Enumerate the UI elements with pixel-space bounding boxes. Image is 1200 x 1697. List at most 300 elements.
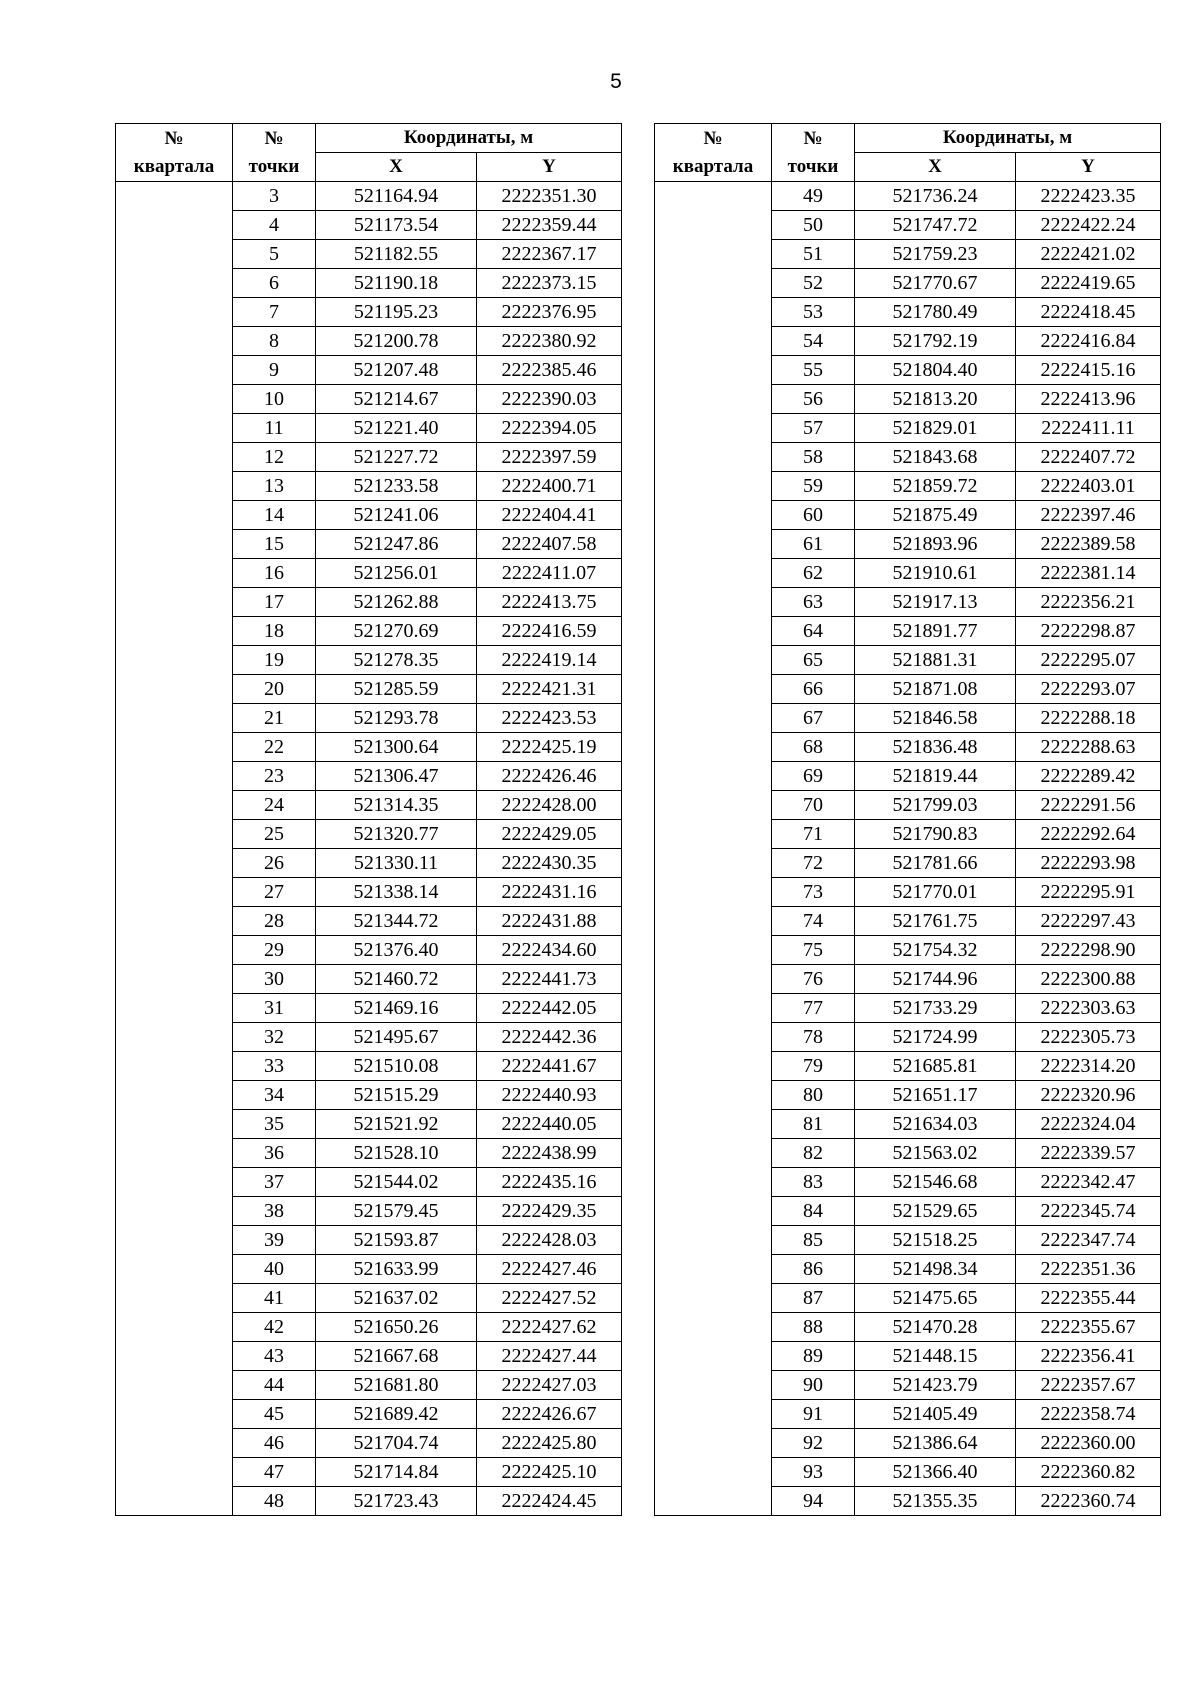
x-coordinate-cell: 521859.72	[855, 472, 1016, 501]
y-coordinate-cell: 2222425.10	[477, 1458, 622, 1487]
point-number-cell: 10	[233, 385, 316, 414]
point-number-cell: 56	[772, 385, 855, 414]
point-number-cell: 89	[772, 1342, 855, 1371]
x-coordinate-cell: 521320.77	[316, 820, 477, 849]
point-number-cell: 83	[772, 1168, 855, 1197]
table-row	[116, 182, 622, 211]
y-coordinate-cell: 2222394.05	[477, 414, 622, 443]
y-coordinate-cell: 2222381.14	[1016, 559, 1161, 588]
y-coordinate-cell: 2222298.87	[1016, 617, 1161, 646]
x-coordinate-cell: 521285.59	[316, 675, 477, 704]
point-number-cell: 88	[772, 1313, 855, 1342]
x-coordinate-cell: 521233.58	[316, 472, 477, 501]
x-coordinate-cell: 521754.32	[855, 936, 1016, 965]
x-coordinate-cell: 521498.34	[855, 1255, 1016, 1284]
x-coordinate-cell: 521270.69	[316, 617, 477, 646]
y-coordinate-cell: 2222431.16	[477, 878, 622, 907]
point-number-cell: 39	[233, 1226, 316, 1255]
x-coordinate-cell: 521871.08	[855, 675, 1016, 704]
x-coordinate-cell: 521195.23	[316, 298, 477, 327]
y-coordinate-cell: 2222373.15	[477, 269, 622, 298]
y-coordinate-cell: 2222380.92	[477, 327, 622, 356]
x-coordinate-cell: 521685.81	[855, 1052, 1016, 1081]
point-number-cell: 37	[233, 1168, 316, 1197]
y-coordinate-cell: 2222295.07	[1016, 646, 1161, 675]
point-number-cell: 55	[772, 356, 855, 385]
y-coordinate-cell: 2222407.72	[1016, 443, 1161, 472]
y-coordinate-cell: 2222403.01	[1016, 472, 1161, 501]
y-coordinate-cell: 2222288.18	[1016, 704, 1161, 733]
x-coordinate-cell: 521405.49	[855, 1400, 1016, 1429]
x-coordinate-cell: 521448.15	[855, 1342, 1016, 1371]
point-number-cell: 74	[772, 907, 855, 936]
y-coordinate-cell: 2222303.63	[1016, 994, 1161, 1023]
x-coordinate-cell: 521241.06	[316, 501, 477, 530]
y-coordinate-cell: 2222442.05	[477, 994, 622, 1023]
point-number-cell: 13	[233, 472, 316, 501]
header-point-word: точки	[248, 155, 300, 177]
y-coordinate-cell: 2222360.00	[1016, 1429, 1161, 1458]
x-coordinate-cell: 521256.01	[316, 559, 477, 588]
y-coordinate-cell: 2222423.35	[1016, 182, 1161, 211]
y-coordinate-cell: 2222355.67	[1016, 1313, 1161, 1342]
point-number-cell: 12	[233, 443, 316, 472]
y-coordinate-cell: 2222390.03	[477, 385, 622, 414]
point-number-cell: 3	[233, 182, 316, 211]
point-number-cell: 79	[772, 1052, 855, 1081]
point-number-cell: 60	[772, 501, 855, 530]
y-coordinate-cell: 2222427.44	[477, 1342, 622, 1371]
y-coordinate-cell: 2222426.67	[477, 1400, 622, 1429]
x-coordinate-cell: 521470.28	[855, 1313, 1016, 1342]
x-coordinate-cell: 521780.49	[855, 298, 1016, 327]
point-number-cell: 53	[772, 298, 855, 327]
header-coordinates: Координаты, м	[855, 124, 1161, 153]
x-coordinate-cell: 521792.19	[855, 327, 1016, 356]
point-number-cell: 30	[233, 965, 316, 994]
header-quarter	[655, 124, 772, 182]
point-number-cell: 40	[233, 1255, 316, 1284]
x-coordinate-cell: 521247.86	[316, 530, 477, 559]
point-number-cell: 85	[772, 1226, 855, 1255]
y-coordinate-cell: 2222440.93	[477, 1081, 622, 1110]
y-coordinate-cell: 2222423.53	[477, 704, 622, 733]
point-number-cell: 87	[772, 1284, 855, 1313]
point-number-cell: 81	[772, 1110, 855, 1139]
x-coordinate-cell: 521724.99	[855, 1023, 1016, 1052]
x-coordinate-cell: 521262.88	[316, 588, 477, 617]
x-coordinate-cell: 521813.20	[855, 385, 1016, 414]
header-x: X	[855, 153, 1016, 182]
x-coordinate-cell: 521917.13	[855, 588, 1016, 617]
x-coordinate-cell: 521214.67	[316, 385, 477, 414]
y-coordinate-cell: 2222427.03	[477, 1371, 622, 1400]
y-coordinate-cell: 2222411.11	[1016, 414, 1161, 443]
y-coordinate-cell: 2222342.47	[1016, 1168, 1161, 1197]
x-coordinate-cell: 521495.67	[316, 1023, 477, 1052]
y-coordinate-cell: 2222440.05	[477, 1110, 622, 1139]
x-coordinate-cell: 521200.78	[316, 327, 477, 356]
point-number-cell: 36	[233, 1139, 316, 1168]
y-coordinate-cell: 2222419.65	[1016, 269, 1161, 298]
header-quarter-no: №	[703, 127, 723, 149]
y-coordinate-cell: 2222429.35	[477, 1197, 622, 1226]
x-coordinate-cell: 521338.14	[316, 878, 477, 907]
x-coordinate-cell: 521207.48	[316, 356, 477, 385]
y-coordinate-cell: 2222358.74	[1016, 1400, 1161, 1429]
point-number-cell: 38	[233, 1197, 316, 1226]
x-coordinate-cell: 521300.64	[316, 733, 477, 762]
x-coordinate-cell: 521510.08	[316, 1052, 477, 1081]
x-coordinate-cell: 521376.40	[316, 936, 477, 965]
y-coordinate-cell: 2222357.67	[1016, 1371, 1161, 1400]
y-coordinate-cell: 2222291.56	[1016, 791, 1161, 820]
y-coordinate-cell: 2222427.62	[477, 1313, 622, 1342]
point-number-cell: 27	[233, 878, 316, 907]
point-number-cell: 82	[772, 1139, 855, 1168]
point-number-cell: 4	[233, 211, 316, 240]
table-row	[655, 182, 1161, 211]
x-coordinate-cell: 521293.78	[316, 704, 477, 733]
x-coordinate-cell: 521893.96	[855, 530, 1016, 559]
x-coordinate-cell: 521278.35	[316, 646, 477, 675]
point-number-cell: 6	[233, 269, 316, 298]
point-number-cell: 75	[772, 936, 855, 965]
y-coordinate-cell: 2222376.95	[477, 298, 622, 327]
x-coordinate-cell: 521330.11	[316, 849, 477, 878]
y-coordinate-cell: 2222400.71	[477, 472, 622, 501]
y-coordinate-cell: 2222435.16	[477, 1168, 622, 1197]
point-number-cell: 15	[233, 530, 316, 559]
point-number-cell: 48	[233, 1487, 316, 1516]
point-number-cell: 65	[772, 646, 855, 675]
y-coordinate-cell: 2222351.36	[1016, 1255, 1161, 1284]
y-coordinate-cell: 2222419.14	[477, 646, 622, 675]
point-number-cell: 44	[233, 1371, 316, 1400]
x-coordinate-cell: 521528.10	[316, 1139, 477, 1168]
coordinates-table-left	[115, 123, 622, 1516]
point-number-cell: 28	[233, 907, 316, 936]
y-coordinate-cell: 2222356.21	[1016, 588, 1161, 617]
page-number: 5	[610, 70, 622, 93]
point-number-cell: 51	[772, 240, 855, 269]
x-coordinate-cell: 521770.67	[855, 269, 1016, 298]
point-number-cell: 54	[772, 327, 855, 356]
x-coordinate-cell: 521651.17	[855, 1081, 1016, 1110]
point-number-cell: 68	[772, 733, 855, 762]
x-coordinate-cell: 521799.03	[855, 791, 1016, 820]
point-number-cell: 61	[772, 530, 855, 559]
y-coordinate-cell: 2222289.42	[1016, 762, 1161, 791]
x-coordinate-cell: 521306.47	[316, 762, 477, 791]
point-number-cell: 67	[772, 704, 855, 733]
point-number-cell: 57	[772, 414, 855, 443]
point-number-cell: 42	[233, 1313, 316, 1342]
x-coordinate-cell: 521790.83	[855, 820, 1016, 849]
x-coordinate-cell: 521819.44	[855, 762, 1016, 791]
header-coordinates: Координаты, м	[316, 124, 622, 153]
y-coordinate-cell: 2222305.73	[1016, 1023, 1161, 1052]
y-coordinate-cell: 2222422.24	[1016, 211, 1161, 240]
y-coordinate-cell: 2222360.74	[1016, 1487, 1161, 1516]
point-number-cell: 91	[772, 1400, 855, 1429]
x-coordinate-cell: 521781.66	[855, 849, 1016, 878]
x-coordinate-cell: 521579.45	[316, 1197, 477, 1226]
y-coordinate-cell: 2222416.84	[1016, 327, 1161, 356]
header-y: Y	[1016, 153, 1161, 182]
y-coordinate-cell: 2222397.46	[1016, 501, 1161, 530]
y-coordinate-cell: 2222428.00	[477, 791, 622, 820]
x-coordinate-cell: 521386.64	[855, 1429, 1016, 1458]
x-coordinate-cell: 521637.02	[316, 1284, 477, 1313]
x-coordinate-cell: 521736.24	[855, 182, 1016, 211]
header-quarter-word: квартала	[133, 155, 215, 177]
point-number-cell: 11	[233, 414, 316, 443]
point-number-cell: 77	[772, 994, 855, 1023]
y-coordinate-cell: 2222320.96	[1016, 1081, 1161, 1110]
x-coordinate-cell: 521714.84	[316, 1458, 477, 1487]
point-number-cell: 58	[772, 443, 855, 472]
x-coordinate-cell: 521747.72	[855, 211, 1016, 240]
y-coordinate-cell: 2222441.67	[477, 1052, 622, 1081]
x-coordinate-cell: 521314.35	[316, 791, 477, 820]
y-coordinate-cell: 2222293.98	[1016, 849, 1161, 878]
y-coordinate-cell: 2222292.64	[1016, 820, 1161, 849]
y-coordinate-cell: 2222360.82	[1016, 1458, 1161, 1487]
y-coordinate-cell: 2222427.52	[477, 1284, 622, 1313]
y-coordinate-cell: 2222397.59	[477, 443, 622, 472]
y-coordinate-cell: 2222367.17	[477, 240, 622, 269]
point-number-cell: 18	[233, 617, 316, 646]
x-coordinate-cell: 521344.72	[316, 907, 477, 936]
header-point	[772, 124, 855, 182]
y-coordinate-cell: 2222385.46	[477, 356, 622, 385]
point-number-cell: 93	[772, 1458, 855, 1487]
x-coordinate-cell: 521650.26	[316, 1313, 477, 1342]
x-coordinate-cell: 521515.29	[316, 1081, 477, 1110]
y-coordinate-cell: 2222295.91	[1016, 878, 1161, 907]
point-number-cell: 78	[772, 1023, 855, 1052]
x-coordinate-cell: 521593.87	[316, 1226, 477, 1255]
point-number-cell: 24	[233, 791, 316, 820]
x-coordinate-cell: 521723.43	[316, 1487, 477, 1516]
point-number-cell: 33	[233, 1052, 316, 1081]
y-coordinate-cell: 2222345.74	[1016, 1197, 1161, 1226]
y-coordinate-cell: 2222425.80	[477, 1429, 622, 1458]
header-point-no: №	[264, 127, 284, 149]
point-number-cell: 46	[233, 1429, 316, 1458]
x-coordinate-cell: 521875.49	[855, 501, 1016, 530]
header-x: X	[316, 153, 477, 182]
x-coordinate-cell: 521681.80	[316, 1371, 477, 1400]
point-number-cell: 52	[772, 269, 855, 298]
y-coordinate-cell: 2222429.05	[477, 820, 622, 849]
y-coordinate-cell: 2222438.99	[477, 1139, 622, 1168]
x-coordinate-cell: 521164.94	[316, 182, 477, 211]
point-number-cell: 32	[233, 1023, 316, 1052]
y-coordinate-cell: 2222428.03	[477, 1226, 622, 1255]
x-coordinate-cell: 521475.65	[855, 1284, 1016, 1313]
x-coordinate-cell: 521733.29	[855, 994, 1016, 1023]
point-number-cell: 92	[772, 1429, 855, 1458]
point-number-cell: 31	[233, 994, 316, 1023]
y-coordinate-cell: 2222418.45	[1016, 298, 1161, 327]
x-coordinate-cell: 521891.77	[855, 617, 1016, 646]
x-coordinate-cell: 521667.68	[316, 1342, 477, 1371]
x-coordinate-cell: 521704.74	[316, 1429, 477, 1458]
point-number-cell: 50	[772, 211, 855, 240]
y-coordinate-cell: 2222339.57	[1016, 1139, 1161, 1168]
y-coordinate-cell: 2222300.88	[1016, 965, 1161, 994]
x-coordinate-cell: 521689.42	[316, 1400, 477, 1429]
point-number-cell: 70	[772, 791, 855, 820]
x-coordinate-cell: 521173.54	[316, 211, 477, 240]
point-number-cell: 69	[772, 762, 855, 791]
x-coordinate-cell: 521843.68	[855, 443, 1016, 472]
x-coordinate-cell: 521846.58	[855, 704, 1016, 733]
y-coordinate-cell: 2222389.58	[1016, 530, 1161, 559]
point-number-cell: 5	[233, 240, 316, 269]
coordinates-table-right	[654, 123, 1161, 1516]
x-coordinate-cell: 521355.35	[855, 1487, 1016, 1516]
point-number-cell: 23	[233, 762, 316, 791]
point-number-cell: 8	[233, 327, 316, 356]
y-coordinate-cell: 2222359.44	[477, 211, 622, 240]
point-number-cell: 14	[233, 501, 316, 530]
header-quarter-word: квартала	[672, 155, 754, 177]
point-number-cell: 41	[233, 1284, 316, 1313]
point-number-cell: 84	[772, 1197, 855, 1226]
y-coordinate-cell: 2222347.74	[1016, 1226, 1161, 1255]
point-number-cell: 62	[772, 559, 855, 588]
x-coordinate-cell: 521744.96	[855, 965, 1016, 994]
y-coordinate-cell: 2222355.44	[1016, 1284, 1161, 1313]
point-number-cell: 43	[233, 1342, 316, 1371]
y-coordinate-cell: 2222415.16	[1016, 356, 1161, 385]
x-coordinate-cell: 521423.79	[855, 1371, 1016, 1400]
point-number-cell: 71	[772, 820, 855, 849]
x-coordinate-cell: 521634.03	[855, 1110, 1016, 1139]
y-coordinate-cell: 2222298.90	[1016, 936, 1161, 965]
y-coordinate-cell: 2222416.59	[477, 617, 622, 646]
x-coordinate-cell: 521521.92	[316, 1110, 477, 1139]
x-coordinate-cell: 521190.18	[316, 269, 477, 298]
y-coordinate-cell: 2222425.19	[477, 733, 622, 762]
y-coordinate-cell: 2222431.88	[477, 907, 622, 936]
x-coordinate-cell: 521182.55	[316, 240, 477, 269]
point-number-cell: 90	[772, 1371, 855, 1400]
x-coordinate-cell: 521804.40	[855, 356, 1016, 385]
point-number-cell: 76	[772, 965, 855, 994]
x-coordinate-cell: 521881.31	[855, 646, 1016, 675]
x-coordinate-cell: 521221.40	[316, 414, 477, 443]
y-coordinate-cell: 2222293.07	[1016, 675, 1161, 704]
header-quarter	[116, 124, 233, 182]
y-coordinate-cell: 2222324.04	[1016, 1110, 1161, 1139]
y-coordinate-cell: 2222426.46	[477, 762, 622, 791]
point-number-cell: 72	[772, 849, 855, 878]
header-point-word: точки	[787, 155, 839, 177]
point-number-cell: 17	[233, 588, 316, 617]
y-coordinate-cell: 2222434.60	[477, 936, 622, 965]
point-number-cell: 59	[772, 472, 855, 501]
point-number-cell: 25	[233, 820, 316, 849]
y-coordinate-cell: 2222421.02	[1016, 240, 1161, 269]
y-coordinate-cell: 2222427.46	[477, 1255, 622, 1284]
point-number-cell: 86	[772, 1255, 855, 1284]
x-coordinate-cell: 521227.72	[316, 443, 477, 472]
x-coordinate-cell: 521469.16	[316, 994, 477, 1023]
point-number-cell: 20	[233, 675, 316, 704]
header-quarter-no: №	[164, 127, 184, 149]
y-coordinate-cell: 2222430.35	[477, 849, 622, 878]
point-number-cell: 35	[233, 1110, 316, 1139]
y-coordinate-cell: 2222411.07	[477, 559, 622, 588]
y-coordinate-cell: 2222351.30	[477, 182, 622, 211]
y-coordinate-cell: 2222424.45	[477, 1487, 622, 1516]
x-coordinate-cell: 521529.65	[855, 1197, 1016, 1226]
point-number-cell: 34	[233, 1081, 316, 1110]
x-coordinate-cell: 521829.01	[855, 414, 1016, 443]
y-coordinate-cell: 2222413.96	[1016, 385, 1161, 414]
point-number-cell: 66	[772, 675, 855, 704]
quarter-cell	[116, 182, 233, 1516]
point-number-cell: 16	[233, 559, 316, 588]
point-number-cell: 9	[233, 356, 316, 385]
y-coordinate-cell: 2222413.75	[477, 588, 622, 617]
x-coordinate-cell: 521366.40	[855, 1458, 1016, 1487]
point-number-cell: 80	[772, 1081, 855, 1110]
x-coordinate-cell: 521836.48	[855, 733, 1016, 762]
y-coordinate-cell: 2222288.63	[1016, 733, 1161, 762]
point-number-cell: 73	[772, 878, 855, 907]
y-coordinate-cell: 2222441.73	[477, 965, 622, 994]
header-point-no: №	[803, 127, 823, 149]
x-coordinate-cell: 521563.02	[855, 1139, 1016, 1168]
point-number-cell: 19	[233, 646, 316, 675]
y-coordinate-cell: 2222404.41	[477, 501, 622, 530]
y-coordinate-cell: 2222407.58	[477, 530, 622, 559]
x-coordinate-cell: 521544.02	[316, 1168, 477, 1197]
x-coordinate-cell: 521518.25	[855, 1226, 1016, 1255]
x-coordinate-cell: 521910.61	[855, 559, 1016, 588]
point-number-cell: 49	[772, 182, 855, 211]
header-point	[233, 124, 316, 182]
y-coordinate-cell: 2222297.43	[1016, 907, 1161, 936]
point-number-cell: 47	[233, 1458, 316, 1487]
y-coordinate-cell: 2222314.20	[1016, 1052, 1161, 1081]
x-coordinate-cell: 521761.75	[855, 907, 1016, 936]
y-coordinate-cell: 2222356.41	[1016, 1342, 1161, 1371]
x-coordinate-cell: 521546.68	[855, 1168, 1016, 1197]
point-number-cell: 45	[233, 1400, 316, 1429]
point-number-cell: 21	[233, 704, 316, 733]
y-coordinate-cell: 2222442.36	[477, 1023, 622, 1052]
point-number-cell: 29	[233, 936, 316, 965]
point-number-cell: 64	[772, 617, 855, 646]
header-y: Y	[477, 153, 622, 182]
point-number-cell: 26	[233, 849, 316, 878]
x-coordinate-cell: 521770.01	[855, 878, 1016, 907]
x-coordinate-cell: 521460.72	[316, 965, 477, 994]
quarter-cell	[655, 182, 772, 1516]
x-coordinate-cell: 521633.99	[316, 1255, 477, 1284]
point-number-cell: 22	[233, 733, 316, 762]
y-coordinate-cell: 2222421.31	[477, 675, 622, 704]
x-coordinate-cell: 521759.23	[855, 240, 1016, 269]
point-number-cell: 7	[233, 298, 316, 327]
point-number-cell: 63	[772, 588, 855, 617]
